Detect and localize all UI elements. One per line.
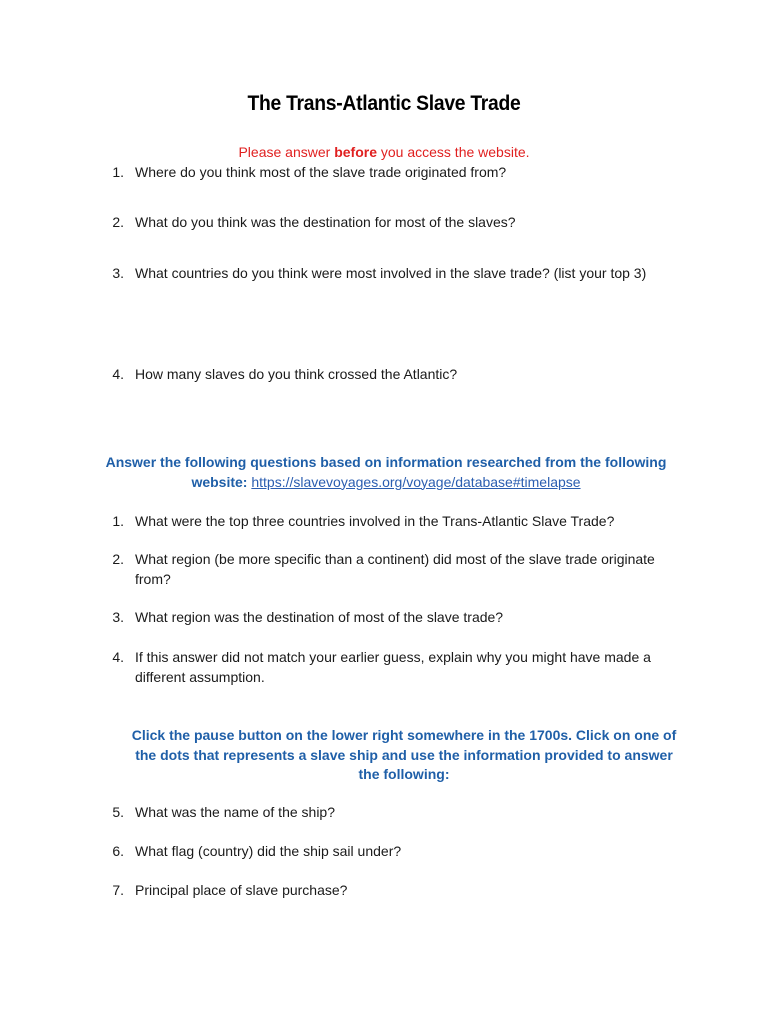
website-link[interactable]: https://slavevoyages.org/voyage/database#timelapse [251, 473, 581, 490]
website-heading [96, 453, 676, 492]
question-text: Where do you think most of the slave trade originated from? [135, 164, 507, 180]
question-text: What flag (country) did the ship sail under? [135, 843, 402, 859]
question-number: 4. [112, 366, 124, 382]
question-number: 1. [112, 164, 124, 180]
instruction-bold: before [334, 144, 377, 160]
instruction-text [0, 144, 768, 160]
website-label: website: [191, 473, 248, 490]
question-text: What do you think was the destination for most of the slaves? [135, 214, 516, 230]
question-number: 5. [112, 804, 124, 820]
question-number: 3. [112, 609, 124, 625]
question-text: What was the name of the ship? [135, 804, 335, 820]
question-number: 2. [112, 551, 124, 567]
question-text: What region (be more specific than a continent) did most of the slave trade originate from? [135, 551, 655, 587]
page-title: The Trans-Atlantic Slave Trade [247, 92, 521, 115]
question-text: If this answer did not match your earlier guess, explain why you might have made a different assumption. [135, 649, 651, 685]
question-number: 4. [112, 649, 124, 665]
instruction-pre: Please answer [238, 144, 335, 160]
question-number: 2. [112, 214, 124, 230]
question-text: What countries do you think were most involved in the slave trade? (list your top 3) [135, 265, 647, 281]
question-text: How many slaves do you think crossed the Atlantic? [135, 366, 458, 382]
question-number: 6. [112, 843, 124, 859]
instruction-post: you access the website. [376, 144, 530, 160]
question-number: 7. [112, 882, 124, 898]
question-text: What were the top three countries involved in the Trans-Atlantic Slave Trade? [135, 513, 615, 529]
pause-heading: Click the pause button on the lower right somewhere in the 1700s. Click on one of the dots that represents a slave ship and use the information provided to answer the following: [131, 727, 677, 782]
question-text: Principal place of slave purchase? [135, 882, 348, 898]
website-heading-link-line [96, 473, 676, 493]
website-heading-line: Answer the following questions based on information researched from the following [105, 454, 667, 470]
question-number: 3. [112, 265, 124, 281]
question-text: What region was the destination of most of the slave trade? [135, 609, 504, 625]
question-number: 1. [112, 513, 124, 529]
